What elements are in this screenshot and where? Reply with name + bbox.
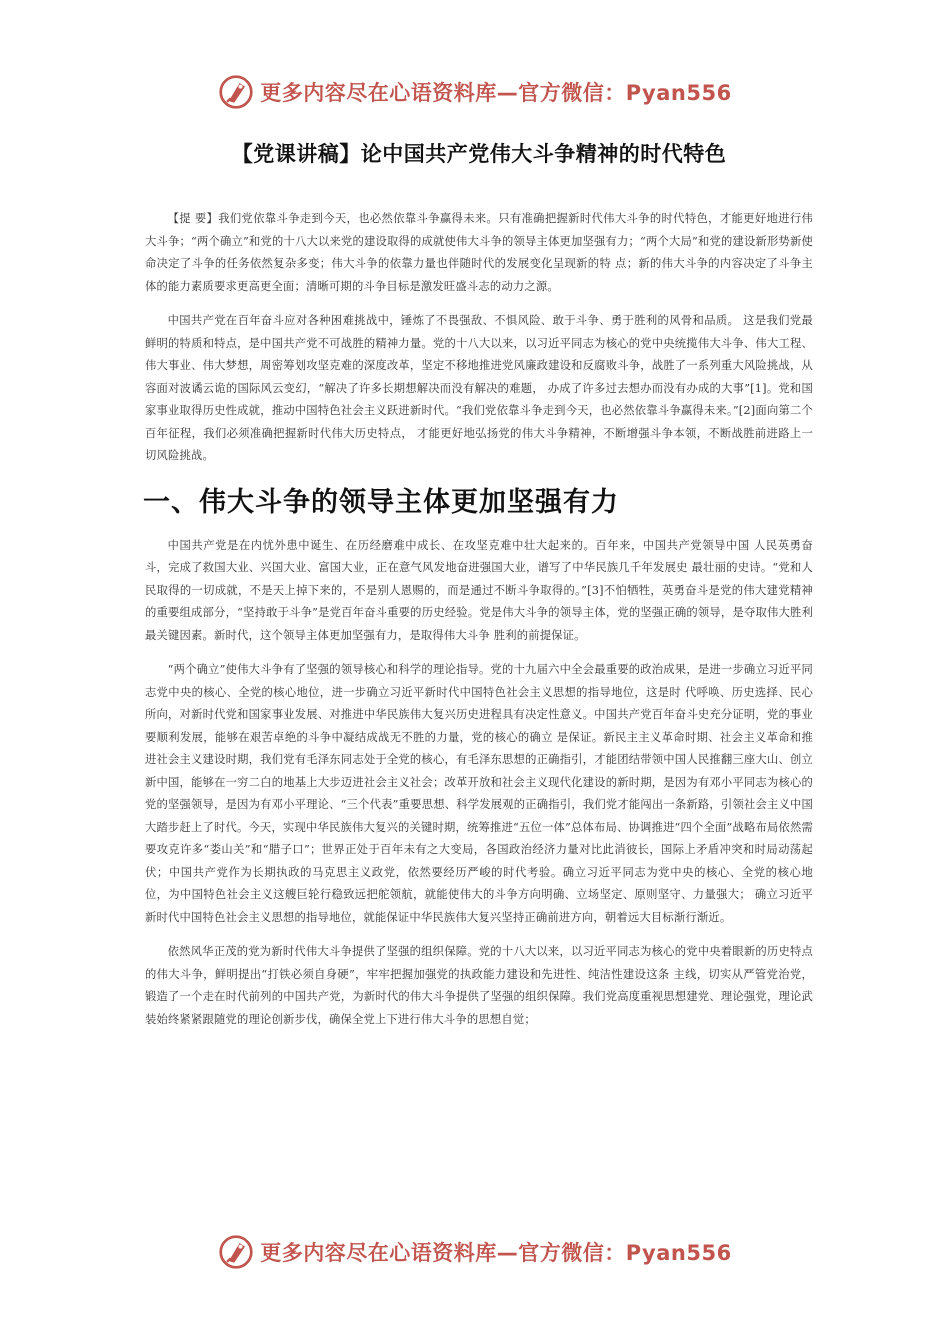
document-body [145,138,813,1043]
banner-text: 更多内容尽在心语资料库—官方微信：Pyan556 [260,81,732,105]
document-title: 【党课讲稿】论中国共产党伟大斗争精神的时代特色 [231,142,727,166]
section-paragraph: 依然风华正茂的党为新时代伟大斗争提供了坚强的组织保障。党的十八大以来，以习近平同志为核心的党中央着眼新的历史特点的伟大斗争，鲜明提出“打铁必须自身硬”，牢牢把握加强党的执政能力建设和先进性、纯洁性建设这条 主线，切实从严管党治党，锻造了一个走在时代前列的中国共产党，为新时代的伟大斗争提供了坚强的组织保障。我们党高度重视思想建党、理论强党，理论武装始终紧紧跟随党的理论创新步伐，确保全党上下进行伟大斗争的思想自觉； [145,945,813,1026]
header-banner [0,72,950,112]
abstract-paragraph [145,208,813,298]
pen-nib-logo-icon [218,1234,254,1270]
section-paragraph: 中国共产党是在内忧外患中诞生、在历经磨难中成长、在攻坚克难中壮大起来的。百年来，中国共产党领导中国 人民英勇奋斗，完成了救国大业、兴国大业、富国大业，正在意气风发地奋进强国大业，谱写了中华民族几千年发展史 最壮丽的史诗。“党和人民取得的一切成就，不是天上掉下来的，不是别人恩赐的，而是通过不断斗争取得的。”[3]不怕牺牲，英勇奋斗是党的伟大建党精神的重要组成部分，“坚持敢于斗争”是党百年奋斗重要的历史经验。党是伟大斗争的领导主体，党的坚强正确的领导，是夺取伟大胜利最关键因素。新时代，这个领导主体更加坚强有力，是取得伟大斗争 胜利的前提保证。 [145,538,813,642]
abstract-text: 我们党依靠斗争走到今天，也必然依靠斗争赢得未来。只有准确把握新时代伟大斗争的时代特色，才能更好地进行伟大斗争；“两个确立”和党的十八大以来党的建设取得的成就使伟大斗争的领导主体更加坚强有力；“两个大局”和党的建设新形势新使命决定了斗争的任务依然复杂多变；伟大斗争的依靠力量也伴随时代的发展变化呈现新的特 点；新的伟大斗争的内容决定了斗争主体的能力素质要求更高更全面；清晰可期的斗争目标是激发旺盛斗志的动力之源。 [145,212,813,293]
intro-paragraph: 中国共产党在百年奋斗应对各种困难挑战中，锤炼了不畏强敌、不惧风险、敢于斗争、勇于胜利的风骨和品质。 这是我们党最鲜明的特质和特点，是中国共产党不可战胜的精神力量。党的十八大以来，以习近平同志为核心的党中央统揽伟大斗争、伟大工程、伟大事业、伟大梦想，周密筹划攻坚克难的深度改革，坚定不移地推进党风廉政建设和反腐败斗争，战胜了一系列重大风险挑战，从容面对波谲云诡的国际风云变幻，“解决了许多长期想解决而没有解决的难题， 办成了许多过去想办而没有办成的大事”[1]。党和国家事业取得历史性成就，推动中国特色社会主义跃进新时代。“我们党依靠斗争走到今天，也必然依靠斗争赢得未来。”[2]面向第二个百年征程，我们必须准确把握新时代伟大历史特点， 才能更好地弘扬党的伟大斗争精神，不断增强斗争本领，不断战胜前进路上一切风险挑战。 [145,314,813,462]
pen-nib-logo-icon [218,74,254,110]
banner-text: 更多内容尽在心语资料库—官方微信：Pyan556 [260,1241,732,1265]
section-heading: 一、伟大斗争的领导主体更加坚强有力 [143,486,619,518]
abstract-label: 【提 要】 [167,212,219,225]
section-paragraph: “两个确立”使伟大斗争有了坚强的领导核心和科学的理论指导。党的十九届六中全会最重要的政治成果，是进一步确立习近平同志党中央的核心、全党的核心地位，进一步确立习近平新时代中国特色社会主义思想的指导地位，这是时 代呼唤、历史选择、民心所向，对新时代党和国家事业发展、对推进中华民族伟大复兴历史进程具有决定性意义。中国共产党百年奋斗史充分证明，党的事业要顺利发展，能够在艰苦卓绝的斗争中凝结成战无不胜的力量，党的核心的确立 是保证。新民主主义革命时期、社会主义革命和推进社会主义建设时期，我们党有毛泽东同志处于全党的核心，有毛泽东思想的正确指引，才能团结带领中国人民推翻三座大山、创立新中国，能够在一穷二白的地基上大步迈进社会主义社会；改革开放和社会主义现代化建设的新时期，是因为有邓小平同志为核心的党的坚强领导，是因为有邓小平理论、“三个代表”重要思想、科学发展观的正确指引，我们党才能闯出一条新路，引领社会主义中国大踏步赶上了时代。今天，实现中华民族伟大复兴的关键时期，统筹推进“五位一体”总体布局、协调推进“四个全面”战略布局依然需要攻克许多“娄山关”和“腊子口”；世界正处于百年未有之大变局，各国政治经济力量对比此消彼长，国际上矛盾冲突和时局动荡起伏；中国共产党作为长期执政的马克思主义政党，依然要经历严峻的时代考验。确立习近平同志为党中央的核心、全党的核心地 位，为中国特色社会主义这艘巨轮行稳致远把舵领航，就能使伟大的斗争方向明确、立场坚定、原则坚守、力量强大； 确立习近平新时代中国特色社会主义思想的指导地位，就能保证中华民族伟大复兴坚持正确前进方向，朝着远大目标渐行渐近。 [145,663,813,924]
footer-banner [0,1232,950,1272]
